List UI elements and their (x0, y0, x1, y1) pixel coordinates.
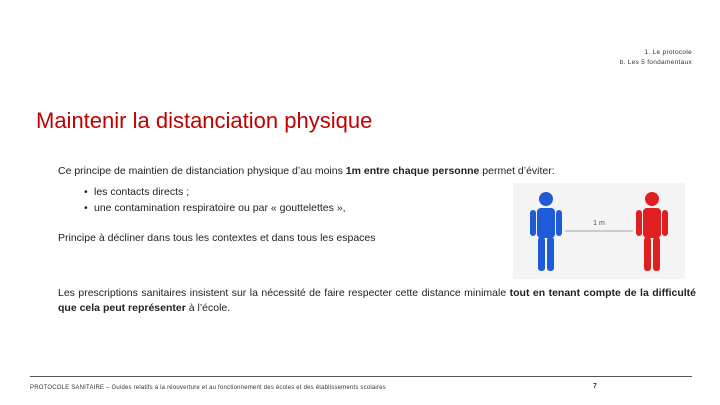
prescriptions-paragraph (58, 286, 696, 316)
bullet-item-contacts: • les contacts directs ; (84, 184, 346, 200)
intro-text-start: Ce principe de maintien de distanciation physique d’au moins (58, 165, 346, 177)
person-left-icon (530, 192, 562, 271)
intro-paragraph (58, 165, 618, 177)
slide-title: Maintenir la distanciation physique (36, 108, 373, 133)
section-reference (620, 48, 692, 68)
intro-text-bold: 1m entre chaque personne (345, 165, 480, 177)
distancing-illustration (513, 183, 685, 279)
distance-label: 1 m (593, 220, 605, 227)
prescriptions-text-bold: tout en tenant compte de la difficulté que cela peut représenter (58, 287, 696, 314)
footer-text: PROTOCOLE SANITAIRE – Guides relatifs à la réouverture et au fonctionnement des écoles et des établissements scolaires (30, 385, 386, 391)
distancing-illustration-svg (513, 183, 685, 279)
page-number: 7 (593, 383, 597, 390)
footer-divider (30, 376, 692, 377)
bullet-item-contamination: • une contamination respiratoire ou par « gouttelettes », (84, 200, 346, 216)
intro-text-end: permet d’éviter: (479, 165, 555, 177)
principle-text: Principe à décliner dans tous les contextes et dans tous les espaces (58, 232, 376, 244)
section-line-2: b. Les 5 fondamentaux (619, 59, 692, 66)
prescriptions-text-start: Les prescriptions sanitaires insistent sur la nécessité de faire respecter cette distance minimale (58, 287, 510, 299)
section-line-1: 1. Le protocole (644, 49, 692, 56)
bullet-list (84, 184, 346, 216)
person-right-icon (636, 192, 668, 271)
prescriptions-text-end: à l’école. (185, 302, 231, 314)
